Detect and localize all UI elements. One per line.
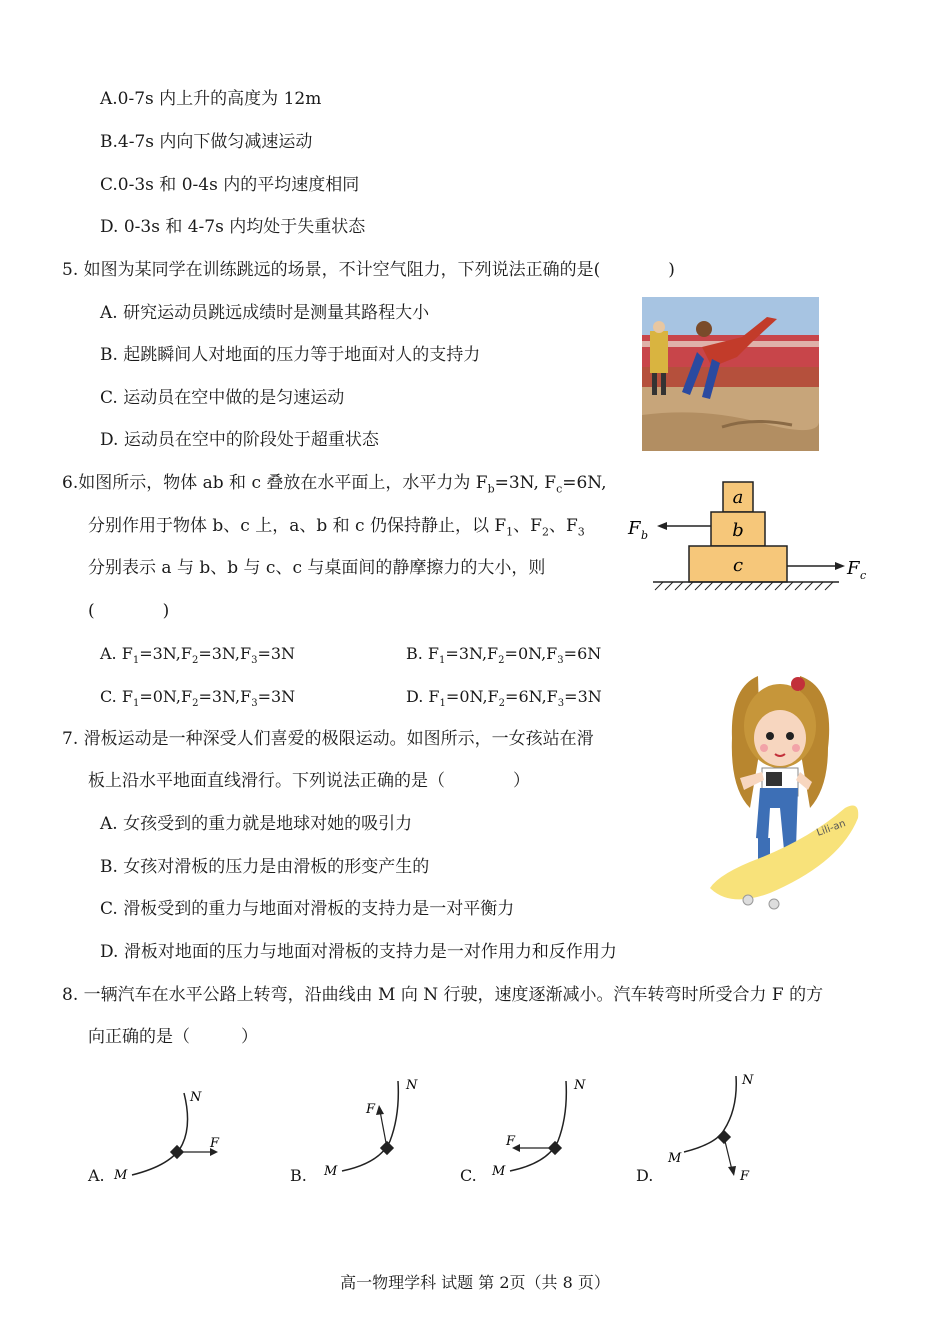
q8-stem-line1: 8. 一辆汽车在水平公路上转弯，沿曲线由 M 向 N 行驶，速度逐渐减小。汽车转弯时所受合力 F 的方 xyxy=(62,985,824,1005)
q8-curve-figure-a xyxy=(112,1085,232,1185)
label-f: F xyxy=(506,1134,516,1149)
skateboard-girl-illustration xyxy=(700,668,870,916)
q7-option-c: C. 滑板受到的重力与地面对滑板的支持力是一对平衡力 xyxy=(100,899,515,919)
label-n: N xyxy=(406,1078,418,1093)
label-n: N xyxy=(742,1073,754,1088)
q7-stem-line1: 7. 滑板运动是一种深受人们喜爱的极限运动。如图所示，一女孩站在滑 xyxy=(62,729,594,749)
q5-option-b: B. 起跳瞬间人对地面的压力等于地面对人的支持力 xyxy=(100,345,481,365)
q8-choice-c-label: C. xyxy=(460,1166,477,1185)
q7-option-b: B. 女孩对滑板的压力是由滑板的形变产生的 xyxy=(100,857,430,877)
label-f: F xyxy=(210,1136,220,1151)
q6-stem-line4: ( ) xyxy=(88,601,170,621)
force-fc-label: F xyxy=(847,558,860,579)
label-m: M xyxy=(492,1164,506,1179)
q8-curve-figure-c xyxy=(490,1075,600,1185)
force-fb-label: F xyxy=(628,518,641,539)
label-n: N xyxy=(190,1090,202,1105)
label-f: F xyxy=(740,1169,750,1184)
page-footer: 高一物理学科 试题 第 2页（共 8 页） xyxy=(340,1273,610,1292)
q8-stem-line2: 向正确的是（ ） xyxy=(88,1027,258,1047)
q8-curve-figure-d xyxy=(664,1068,774,1186)
q4-option-c: C.0-3s 和 0-4s 内的平均速度相同 xyxy=(100,175,360,195)
q6-stem-line1: 6.如图所示，物体 ab 和 c 叠放在水平面上，水平力为 $F_b=3N$, $F_c=6N$, xyxy=(62,473,607,496)
q8-choice-d-label: D. xyxy=(636,1166,654,1185)
q6-option-d: D. $F_1=0N,F_2=6N,F_3=3N$ xyxy=(406,687,602,710)
q6-stem-line2: 分别作用于物体 b、c 上，a、b 和 c 仍保持静止，以 $F_1$、$F_2$、$F_3$ xyxy=(88,516,585,539)
force-fc-sub: c xyxy=(860,569,867,582)
q6-option-a: A. $F_1=3N,F_2=3N,F_3=3N$ xyxy=(100,644,296,667)
q6-option-c: C. $F_1=0N,F_2=3N,F_3=3N$ xyxy=(100,687,296,710)
block-a-label: a xyxy=(732,487,744,508)
q5-stem: 5. 如图为某同学在训练跳远的场景，不计空气阻力，下列说法正确的是( ) xyxy=(62,260,675,280)
q6-stem-line3: 分别表示 a 与 b、b 与 c、c 与桌面间的静摩擦力的大小，则 xyxy=(88,558,546,578)
q7-option-a: A. 女孩受到的重力就是地球对她的吸引力 xyxy=(100,814,413,834)
q7-stem-line2: 板上沿水平地面直线滑行。下列说法正确的是（ ） xyxy=(88,771,530,791)
q5-option-c: C. 运动员在空中做的是匀速运动 xyxy=(100,388,345,408)
label-m: M xyxy=(114,1168,128,1183)
q8-choice-a-label: A. xyxy=(88,1166,105,1185)
q4-option-b: B.4-7s 内向下做匀减速运动 xyxy=(100,132,313,152)
block-c-label: c xyxy=(732,555,744,576)
block-b-label: b xyxy=(732,520,744,541)
label-f: F xyxy=(366,1102,376,1117)
q6-option-b: B. $F_1=3N,F_2=0N,F_3=6N$ xyxy=(406,644,602,667)
q8-choice-b-label: B. xyxy=(290,1166,307,1185)
label-m: M xyxy=(668,1151,682,1166)
q5-option-d: D. 运动员在空中的阶段处于超重状态 xyxy=(100,430,379,450)
q4-option-a: A.0-7s 内上升的高度为 12m xyxy=(100,89,322,109)
q5-option-a: A. 研究运动员跳远成绩时是测量其路程大小 xyxy=(100,303,430,323)
q7-option-d: D. 滑板对地面的压力与地面对滑板的支持力是一对作用力和反作用力 xyxy=(100,942,617,962)
long-jump-photo xyxy=(642,297,819,451)
skateboard-brand-text: Lili-an xyxy=(815,818,848,839)
label-m: M xyxy=(324,1164,338,1179)
label-n: N xyxy=(574,1078,586,1093)
q8-curve-figure-b xyxy=(322,1075,432,1185)
q4-option-d: D. 0-3s 和 4-7s 内均处于失重状态 xyxy=(100,217,366,237)
force-fb-sub: b xyxy=(641,529,649,542)
stacked-blocks-figure xyxy=(625,478,875,596)
